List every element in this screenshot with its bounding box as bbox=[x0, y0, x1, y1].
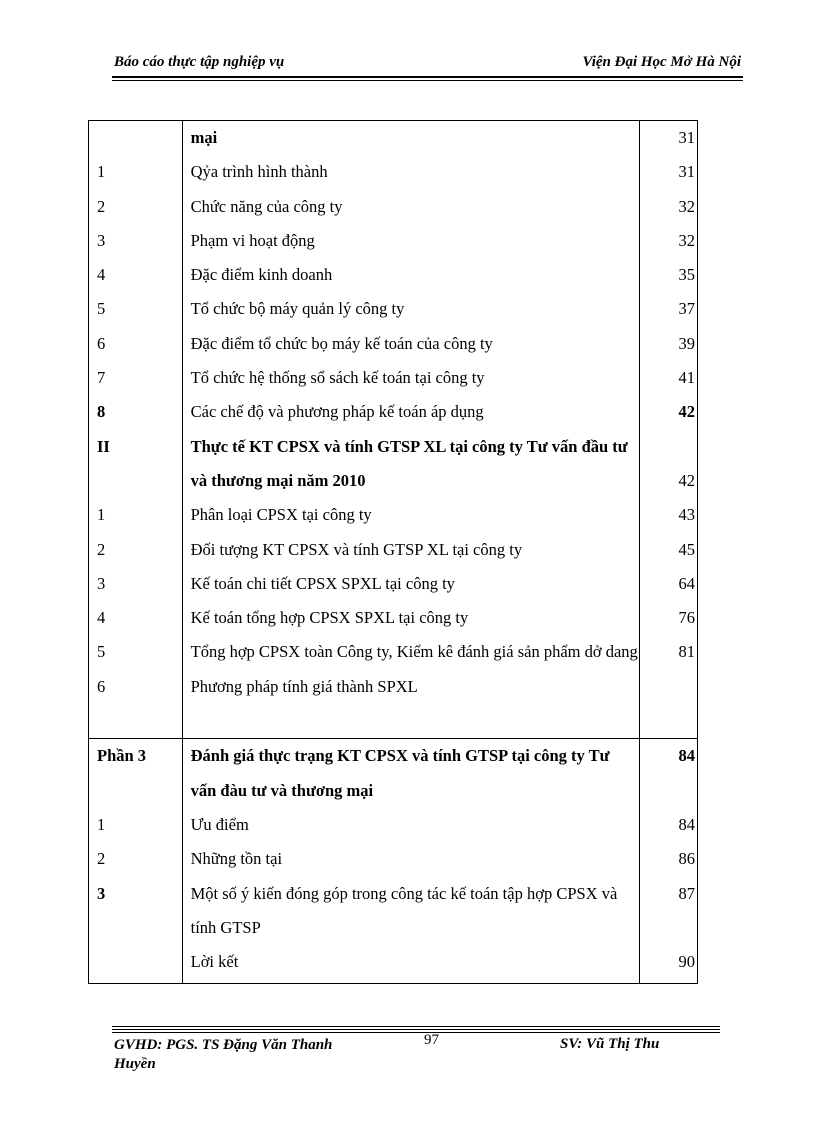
toc-num: 4 bbox=[89, 601, 183, 635]
toc-num: 3 bbox=[89, 567, 183, 601]
toc-page: 39 bbox=[640, 327, 698, 361]
toc-title: Ưu điểm bbox=[182, 808, 640, 842]
toc-page: 32 bbox=[640, 190, 698, 224]
toc-page: 76 bbox=[640, 601, 698, 635]
toc-page: 84 bbox=[640, 808, 698, 842]
toc-page: 64 bbox=[640, 567, 698, 601]
toc-num: 5 bbox=[89, 292, 183, 326]
toc-row bbox=[89, 498, 698, 532]
toc-title: Tổ chức hệ thống sổ sách kế toán tại công ty bbox=[182, 361, 640, 395]
toc-row bbox=[89, 190, 698, 224]
toc-row bbox=[89, 601, 698, 635]
toc-row bbox=[89, 361, 698, 395]
toc-title: Qỷa trình hình thành bbox=[182, 155, 640, 189]
footer-rule bbox=[112, 1026, 720, 1027]
toc-num: 2 bbox=[89, 190, 183, 224]
toc-row bbox=[89, 670, 698, 739]
toc-num: 4 bbox=[89, 258, 183, 292]
toc-page: 42 bbox=[640, 430, 698, 499]
toc-title: Tổng hợp CPSX toàn Công ty, Kiểm kê đánh giá sản phẩm dở dang bbox=[182, 635, 640, 669]
header-rule-thin bbox=[112, 80, 743, 81]
toc-page: 31 bbox=[640, 155, 698, 189]
toc-title: Những tồn tại bbox=[182, 842, 640, 876]
toc-page: 84 bbox=[640, 739, 698, 808]
toc-row bbox=[89, 258, 698, 292]
toc-row bbox=[89, 945, 698, 984]
toc-page bbox=[640, 670, 698, 739]
toc-row bbox=[89, 121, 698, 156]
toc-title: Đặc điểm tổ chức bọ máy kế toán của công ty bbox=[182, 327, 640, 361]
toc-page: 42 bbox=[640, 395, 698, 429]
toc-title: Phạm vi hoạt động bbox=[182, 224, 640, 258]
toc-page: 81 bbox=[640, 635, 698, 669]
table-of-contents bbox=[88, 120, 698, 984]
toc-title: Tổ chức bộ máy quản lý công ty bbox=[182, 292, 640, 326]
toc-page: 90 bbox=[640, 945, 698, 984]
toc-title: Đặc điểm kinh doanh bbox=[182, 258, 640, 292]
toc-row bbox=[89, 877, 698, 946]
toc-num: 2 bbox=[89, 842, 183, 876]
header-report-title: Báo cáo thực tập nghiệp vụ bbox=[114, 54, 285, 70]
toc-title: Phương pháp tính giá thành SPXL bbox=[182, 670, 640, 739]
toc-title: Thực tế KT CPSX và tính GTSP XL tại công ty Tư vấn đầu tư và thương mại năm 2010 bbox=[182, 430, 640, 499]
page-header bbox=[112, 52, 743, 74]
toc-num: 5 bbox=[89, 635, 183, 669]
toc-page: 86 bbox=[640, 842, 698, 876]
toc-row bbox=[89, 155, 698, 189]
toc-num: 7 bbox=[89, 361, 183, 395]
toc-row bbox=[89, 567, 698, 601]
toc-row bbox=[89, 430, 698, 499]
toc-page: 87 bbox=[640, 877, 698, 946]
toc-page: 45 bbox=[640, 533, 698, 567]
toc-row bbox=[89, 224, 698, 258]
toc-num: 1 bbox=[89, 498, 183, 532]
footer-rule bbox=[112, 1029, 720, 1030]
toc-row bbox=[89, 739, 698, 808]
footer-page-number: 97 bbox=[424, 1032, 439, 1048]
toc-page: 43 bbox=[640, 498, 698, 532]
footer-student: SV: Vũ Thị Thu bbox=[560, 1036, 660, 1052]
header-institution: Viện Đại Học Mở Hà Nội bbox=[582, 54, 741, 70]
toc-title: mại bbox=[182, 121, 640, 156]
footer-rule bbox=[112, 1032, 720, 1033]
toc-page: 31 bbox=[640, 121, 698, 156]
toc-num: 8 bbox=[89, 395, 183, 429]
toc-title: Phân loại CPSX tại công ty bbox=[182, 498, 640, 532]
toc-page: 41 bbox=[640, 361, 698, 395]
toc-title: Một số ý kiến đóng góp trong công tác kế toán tập hợp CPSX và tính GTSP bbox=[182, 877, 640, 946]
toc-row bbox=[89, 842, 698, 876]
toc-title: Đối tượng KT CPSX và tính GTSP XL tại công ty bbox=[182, 533, 640, 567]
toc-page: 35 bbox=[640, 258, 698, 292]
header-rule bbox=[112, 76, 743, 78]
toc-title: Kế toán chi tiết CPSX SPXL tại công ty bbox=[182, 567, 640, 601]
toc-title: Kế toán tổng hợp CPSX SPXL tại công ty bbox=[182, 601, 640, 635]
toc-row bbox=[89, 533, 698, 567]
toc-row bbox=[89, 635, 698, 669]
toc-page: 32 bbox=[640, 224, 698, 258]
toc-num: 2 bbox=[89, 533, 183, 567]
toc-num bbox=[89, 945, 183, 984]
toc-num bbox=[89, 121, 183, 156]
toc-title: Chức năng của công ty bbox=[182, 190, 640, 224]
toc-page: 37 bbox=[640, 292, 698, 326]
toc-num: 1 bbox=[89, 808, 183, 842]
toc-num: Phần 3 bbox=[89, 739, 183, 808]
toc-num: 1 bbox=[89, 155, 183, 189]
footer-supervisor: GVHD: PGS. TS Đặng Văn Thanh Huyền bbox=[114, 1037, 333, 1072]
toc-title: Lời kết bbox=[182, 945, 640, 984]
toc-title: Đánh giá thực trạng KT CPSX và tính GTSP tại công ty Tư vấn đàu tư và thương mại bbox=[182, 739, 640, 808]
toc-row bbox=[89, 292, 698, 326]
toc-row bbox=[89, 395, 698, 429]
toc-row bbox=[89, 808, 698, 842]
toc-num: 6 bbox=[89, 327, 183, 361]
toc-row bbox=[89, 327, 698, 361]
toc-num: 3 bbox=[89, 224, 183, 258]
toc-num: 6 bbox=[89, 670, 183, 739]
toc-num: II bbox=[89, 430, 183, 499]
toc-num: 3 bbox=[89, 877, 183, 946]
toc-title: Các chế độ và phương pháp kế toán áp dụng bbox=[182, 395, 640, 429]
